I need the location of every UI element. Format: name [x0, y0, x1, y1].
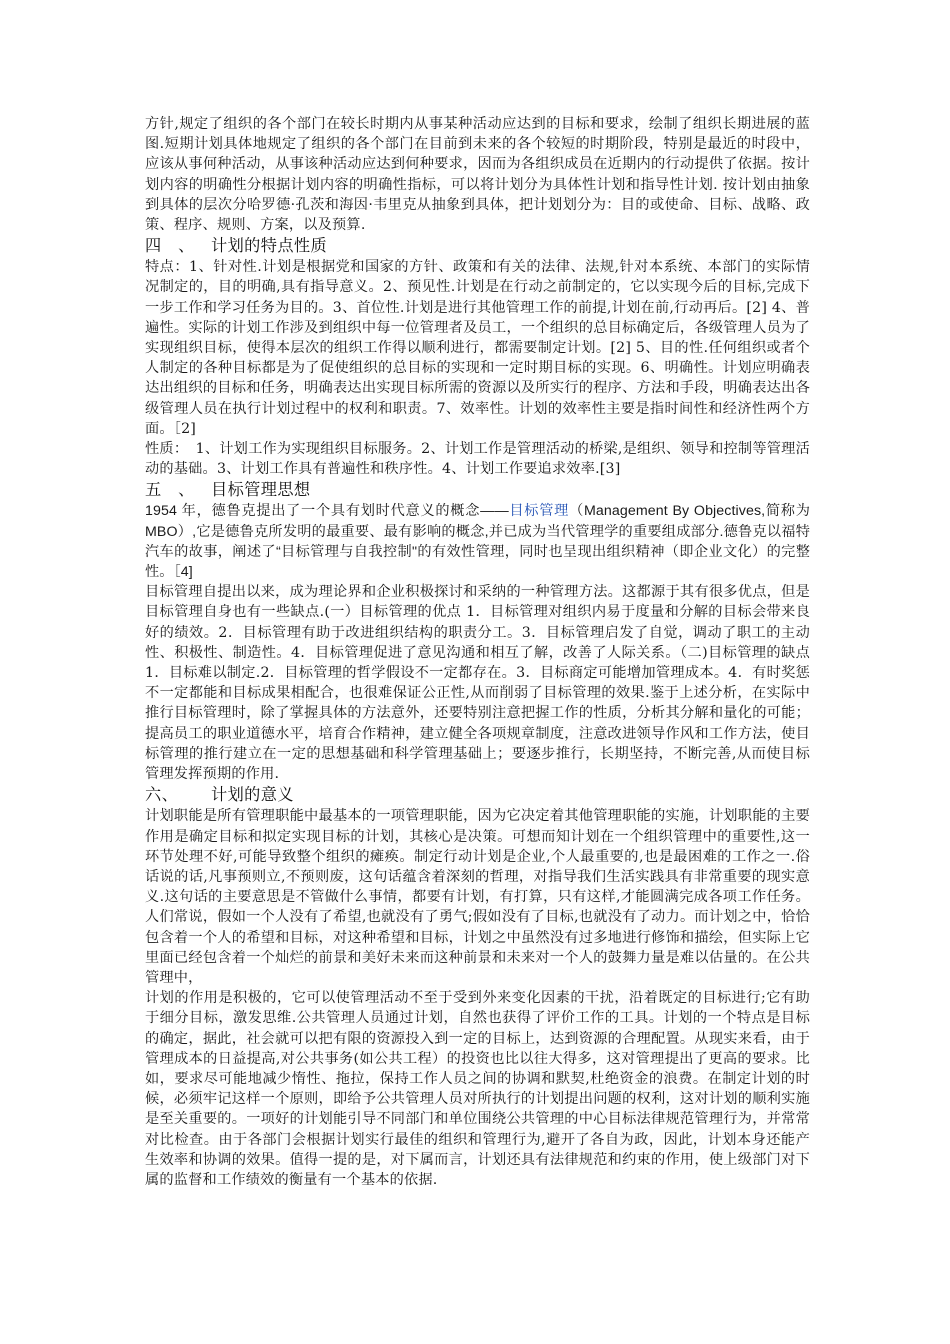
document-page — [145, 114, 810, 1190]
paragraph-planning-role: 计划的作用是积极的，它可以使管理活动不至于受到外来变化因素的干扰，沿着既定的目标进行;它有助于细分目标，激发思维.公共管理人员通过计划，自然也获得了评价工作的工具。计划的一个特点是目标的确定，据此，社会就可以把有限的资源投入到一定的目标上，达到资源的合理配置。从现实来看，由于管理成本的日益提高,对公共事务(如公共工程）的投资也比以往大得多，这对管理提出了更高的要求。比如，要求尽可能地减少惰性、拖拉，保持工作人员之间的协调和默契,杜绝资金的浪费。在制定计划的时候，必须牢记这样一个原则，即给予公共管理人员对所执行的计划提出问题的权利，这对计划的顺利实施是至关重要的。一项好的计划能引导不同部门和单位围绕公共管理的中心目标法律规范管理行为，并常常对比检查。由于各部门会根据计划实行最佳的组织和管理行为,避开了各自为政，因此，计划本身还能产生效率和协调的效果。值得一提的是，对下属而言，计划还具有法律规范和约束的作用，使上级部门对下属的监督和工作绩效的衡量有一个基本的依据. — [145, 990, 810, 1188]
section-number: 五 、 — [145, 480, 195, 500]
section-number: 六、 — [145, 785, 179, 805]
section-title: 目标管理思想 — [211, 480, 311, 500]
mbo-text-after: （Management By Objectives,简称为MBO）,它是德鲁克所发明的最重要、最有影响的概念,并已成为当代管理学的重要组成部分.德鲁克以福特汽车的故事，阐述了“目标管理与自我控制"的有效性管理，同时也呈现出组织精神（即企业文化）的完整性。［4] — [145, 503, 810, 581]
section-heading-six — [145, 784, 810, 806]
mbo-text-before: 1954 年，德鲁克提出了一个具有划时代意义的概念—— — [145, 503, 509, 520]
mbo-link[interactable]: 目标管理 — [508, 503, 570, 520]
paragraph-nature: 性质： 1、计划工作为实现组织目标服务。2、计划工作是管理活动的桥梁,是组织、领导和控制等管理活动的基础。3、计划工作具有普遍性和秩序性。4、计划工作要追求效率.[3] — [145, 441, 810, 478]
section-title: 计划的特点性质 — [211, 236, 328, 256]
paragraph-mbo-pros-cons: 目标管理自提出以来，成为理论界和企业积极探讨和采纳的一种管理方法。这都源于其有很多优点，但是目标管理自身也有一些缺点.(一）目标管理的优点 1．目标管理对组织内易于度量和分解的目标会带来良好的绩效。2．目标管理有助于改进组织结构的职责分工。3．目标管理启发了自觉，调动了职工的主动性、积极性、制造性。4．目标管理促进了意见沟通和相互了解，改善了人际关系。（二)目标管理的缺点 1．目标难以制定.2．目标管理的哲学假设不一定都存在。3．目标商定可能增加管理成本。4．有时奖惩不一定都能和目标成果相配合，也很难保证公正性,从而削弱了目标管理的效果.鉴于上述分析，在实际中推行目标管理时，除了掌握具体的方法意外，还要特别注意把握工作的性质，分析其分解和量化的可能；提高员工的职业道德水平，培育合作精神，建立健全各项规章制度，注意改进领导作风和工作方法，使目标管理的推行建立在一定的思想基础和科学管理基础上；要逐步推行，长期坚持，不断完善,从而使目标管理发挥预期的作用. — [145, 584, 810, 783]
paragraph-characteristics: 特点：1、针对性.计划是根据党和国家的方针、政策和有关的法律、法规,针对本系统、本部门的实际情况制定的，目的明确,具有指导意义。2、预见性.计划是在行动之前制定的，它以实现今后的目标,完成下一步工作和学习任务为目的。3、首位性.计划是进行其他管理工作的前提,计划在前,行动再后。[2] 4、普遍性。实际的计划工作涉及到组织中每一位管理者及员工，一个组织的总目标确定后，各级管理人员为了实现组织目标，使得本层次的组织工作得以顺利进行，都需要制定计划。[2] 5、目的性.任何组织或者个人制定的各种目标都是为了促使组织的总目标的实现和一定时期目标的实现。6、明确性。计划应明确表达出组织的目标和任务，明确表达出实现目标所需的资源以及所实行的程序、方法和手段，明确表达出各级管理人员在执行计划过程中的权利和职责。7、效率性。计划的效率性主要是指时间性和经济性两个方面。［2] — [145, 259, 810, 437]
section-heading-five — [145, 479, 810, 501]
section-heading-four — [145, 235, 810, 257]
paragraph-planning-significance: 计划职能是所有管理职能中最基本的一项管理职能，因为它决定着其他管理职能的实施，计划职能的主要作用是确定目标和拟定实现目标的计划，其核心是决策。可想而知计划在一个组织管理中的重要性,这一环节处理不好,可能导致整个组织的瘫痪。制定行动计划是企业,个人最重要的,也是最困难的工作之一.俗话说的话,凡事预则立,不预则废，这句话蕴含着深刻的哲理，对指导我们生活实践具有非常重要的现实意义.这句话的主要意思是不管做什么事情，都要有计划，有打算，只有这样,才能圆满完成各项工作任务。人们常说，假如一个人没有了希望,也就没有了勇气;假如没有了目标,也就没有了动力。而计划之中，恰恰包含着一个人的希望和目标，对这种希望和目标，计划之中虽然没有过多地进行修饰和描绘，但实际上它里面已经包含着一个灿烂的前景和美好未来而这种前景和未来对一个人的鼓舞力量是难以估量的。在公共管理中， — [145, 808, 810, 986]
section-number: 四 、 — [145, 236, 195, 256]
section-title: 计划的意义 — [211, 785, 294, 805]
paragraph-mbo-origin — [145, 501, 810, 582]
paragraph-plan-types: 方针,规定了组织的各个部门在较长时期内从事某种活动应达到的目标和要求，绘制了组织长期进展的蓝图.短期计划具体地规定了组织的各个部门在目前到未来的各个较短的时期阶段，特别是最近的时段中，应该从事何种活动，从事该种活动应达到何种要求，因而为各组织成员在近期内的行动提供了依据。按计划内容的明确性分根据计划内容的明确性指标，可以将计划分为具体性计划和指导性计划. 按计划由抽象到具体的层次分哈罗德·孔茨和海因·韦里克从抽象到具体，把计划划分为：目的或使命、目标、战略、政策、程序、规则、方案，以及预算. — [145, 116, 810, 234]
